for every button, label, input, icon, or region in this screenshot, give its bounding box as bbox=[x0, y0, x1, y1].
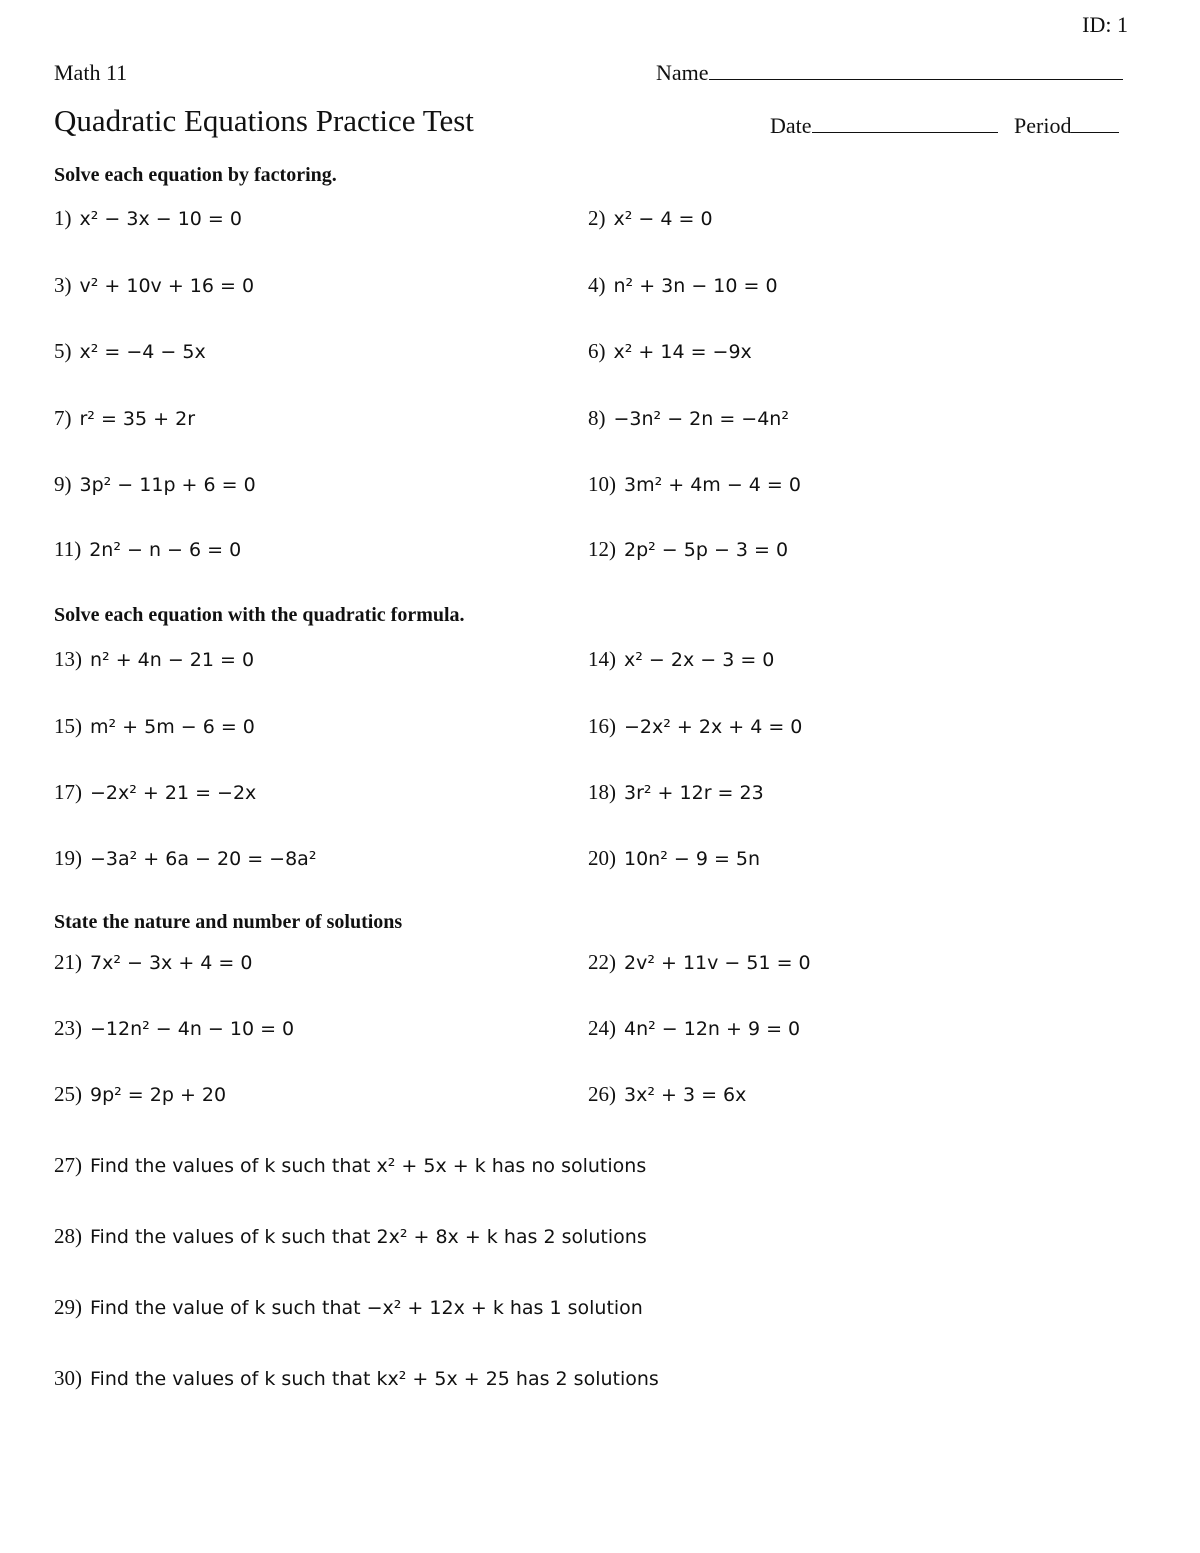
problem-13: 13) n² + 4n − 21 = 0 bbox=[54, 647, 255, 671]
problem-17: 17) −2x² + 21 = −2x bbox=[54, 780, 257, 804]
section-heading-nature-of-solutions: State the nature and number of solutions bbox=[54, 911, 403, 933]
problem-14: 14) x² − 2x − 3 = 0 bbox=[588, 647, 775, 671]
problem-18: 18) 3r² + 12r = 23 bbox=[588, 780, 764, 804]
problem-25: 25) 9p² = 2p + 20 bbox=[54, 1082, 227, 1106]
name-label: Name bbox=[656, 60, 709, 85]
problem-3: 3) v² + 10v + 16 = 0 bbox=[54, 273, 255, 297]
problem-1: 1) x² − 3x − 10 = 0 bbox=[54, 206, 242, 230]
problem-15: 15) m² + 5m − 6 = 0 bbox=[54, 714, 255, 738]
problem-7: 7) r² = 35 + 2r bbox=[54, 406, 196, 430]
problem-28: 28) Find the values of k such that 2x² + 8x + k has 2 solutions bbox=[54, 1224, 647, 1248]
section-heading-quadratic-formula: Solve each equation with the quadratic formula. bbox=[54, 604, 465, 626]
name-field[interactable] bbox=[656, 60, 1123, 86]
problem-5: 5) x² = −4 − 5x bbox=[54, 339, 206, 363]
problem-8: 8) −3n² − 2n = −4n² bbox=[588, 406, 789, 430]
problem-19: 19) −3a² + 6a − 20 = −8a² bbox=[54, 846, 317, 870]
problem-29: 29) Find the value of k such that −x² + 12x + k has 1 solution bbox=[54, 1295, 643, 1319]
id-label: ID: 1 bbox=[1082, 12, 1128, 37]
problem-22: 22) 2v² + 11v − 51 = 0 bbox=[588, 950, 811, 974]
problem-21: 21) 7x² − 3x + 4 = 0 bbox=[54, 950, 253, 974]
problem-27: 27) Find the values of k such that x² + 5x + k has no solutions bbox=[54, 1153, 647, 1177]
problem-2: 2) x² − 4 = 0 bbox=[588, 206, 713, 230]
date-field[interactable] bbox=[770, 113, 998, 139]
course-name: Math 11 bbox=[54, 60, 128, 85]
problem-23: 23) −12n² − 4n − 10 = 0 bbox=[54, 1016, 295, 1040]
period-field[interactable] bbox=[1014, 113, 1119, 139]
problem-4: 4) n² + 3n − 10 = 0 bbox=[588, 273, 778, 297]
name-blank[interactable] bbox=[709, 61, 1123, 80]
problem-16: 16) −2x² + 2x + 4 = 0 bbox=[588, 714, 803, 738]
section-heading-factoring: Solve each equation by factoring. bbox=[54, 164, 337, 186]
date-label: Date bbox=[770, 113, 812, 138]
problem-10: 10) 3m² + 4m − 4 = 0 bbox=[588, 472, 801, 496]
problem-11: 11) 2n² − n − 6 = 0 bbox=[54, 537, 242, 561]
problem-30: 30) Find the values of k such that kx² + 5x + 25 has 2 solutions bbox=[54, 1366, 659, 1390]
period-label: Period bbox=[1014, 113, 1072, 138]
page-title: Quadratic Equations Practice Test bbox=[54, 103, 474, 138]
period-blank[interactable] bbox=[1071, 114, 1119, 133]
problem-24: 24) 4n² − 12n + 9 = 0 bbox=[588, 1016, 801, 1040]
problem-20: 20) 10n² − 9 = 5n bbox=[588, 846, 761, 870]
problem-9: 9) 3p² − 11p + 6 = 0 bbox=[54, 472, 256, 496]
date-blank[interactable] bbox=[812, 114, 998, 133]
problem-12: 12) 2p² − 5p − 3 = 0 bbox=[588, 537, 789, 561]
problem-6: 6) x² + 14 = −9x bbox=[588, 339, 752, 363]
problem-26: 26) 3x² + 3 = 6x bbox=[588, 1082, 747, 1106]
